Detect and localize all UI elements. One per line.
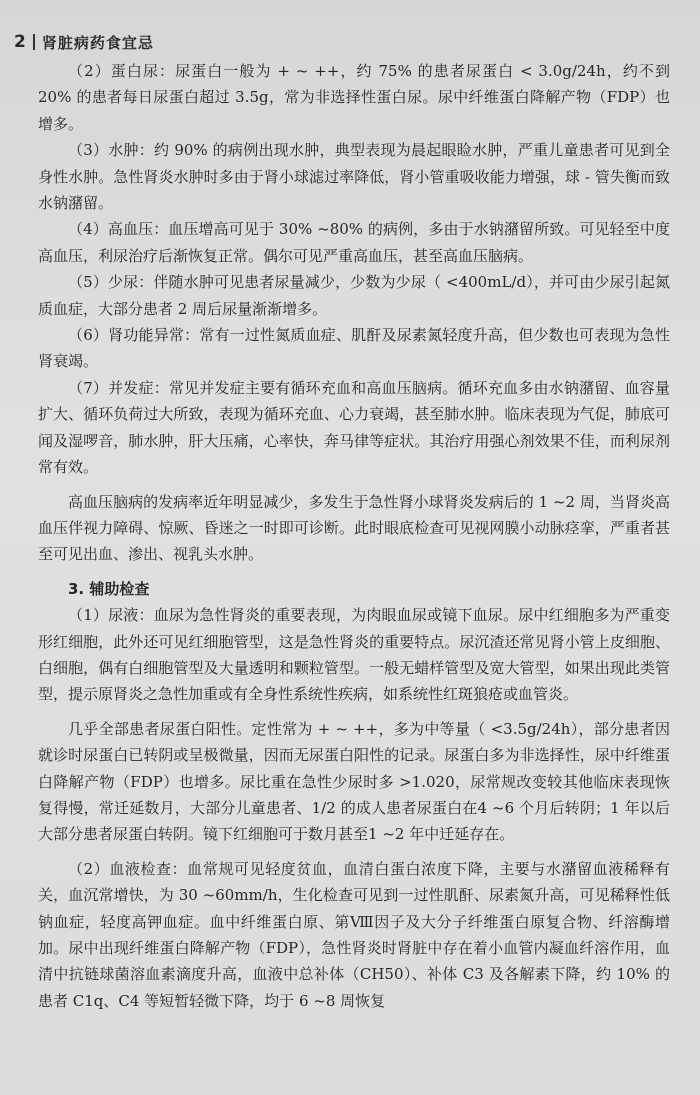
body-text bbox=[38, 58, 670, 1014]
paragraph-urine-protein: 几乎全部患者尿蛋白阳性。定性常为 + ~ ++，多为中等量（ <3.5g/24h），部分患者因就诊时尿蛋白已转阴或呈极微量，因而无尿蛋白阳性的记录。尿蛋白多为非选择性，尿中纤维蛋白降解产物（FDP）也增多。尿比重在急性少尿时多 >1.020，尿常规改变较其他临床表现恢复得慢，常迁延数月，大部分儿童患者、1/2 的成人患者尿蛋白在4 ~6 个月后转阴；1 年以后大部分患者尿蛋白转阴。镜下红细胞可于数月甚至1 ~2 年中迁延存在。 bbox=[38, 719, 670, 844]
paragraph-urine: （1）尿液：血尿为急性肾炎的重要表现，为肉眼血尿或镜下血尿。尿中红细胞多为严重变形红细胞，此外还可见红细胞管型，这是急性肾炎的重要特点。尿沉渣还常见肾小管上皮细胞、白细胞，偶有白细胞管型及大量透明和颗粒管型。一般无蜡样管型及宽大管型，如果出现此类管型，提示原肾炎之急性加重或有全身性系统性疾病，如系统性红斑狼疮或血管炎。 bbox=[38, 606, 670, 704]
page-header bbox=[14, 24, 680, 60]
paragraph-hypertension: （4）高血压：血压增高可见于 30% ~80% 的病例，多由于水钠潴留所致。可见轻至中度高血压，利尿治疗后渐恢复正常。偶尔可见严重高血压，甚至高血压脑病。 bbox=[38, 220, 670, 265]
paragraph-hypertensive-encephalopathy: 高血压脑病的发病率近年明显减少，多发生于急性肾小球肾炎发病后的 1 ~2 周，当肾炎高血压伴视力障碍、惊厥、昏迷之一时即可诊断。此时眼底检查可见视网膜小动脉痉挛，严重者甚至可见出血、渗出、视乳头水肿。 bbox=[38, 492, 670, 564]
section-heading: 3. 辅助检查 bbox=[68, 579, 150, 598]
paragraph-edema: （3）水肿：约 90% 的病例出现水肿，典型表现为晨起眼睑水肿，严重儿童患者可见到全身性水肿。急性肾炎水肿时多由于肾小球滤过率降低，肾小管重吸收能力增强，球 - 管失衡而致水钠潴留。 bbox=[38, 141, 670, 213]
paragraph-blood-test: （2）血液检查：血常规可见轻度贫血，血清白蛋白浓度下降，主要与水潴留血液稀释有关，血沉常增快，为 30 ~60mm/h，生化检查可见到一过性肌酐、尿素氮升高，可见稀释性低钠血症，轻度高钾血症。血中纤维蛋白原、第Ⅷ因子及大分子纤维蛋白原复合物、纤溶酶增加。尿中出现纤维蛋白降解产物（FDP），急性肾炎时肾脏中存在着小血管内凝血纤溶作用，血清中抗链球菌溶血素滴度升高，血液中总补体（CH50）、补体 C3 及各解素下降，约 10% 的患者 C1q、C4 等短暂轻微下降，均于 6 ~8 周恢复 bbox=[38, 859, 670, 1010]
paragraph-renal-dysfunction: （6）肾功能异常：常有一过性氮质血症、肌酐及尿素氮轻度升高，但少数也可表现为急性肾衰竭。 bbox=[38, 326, 670, 371]
paragraph-proteinuria: （2）蛋白尿：尿蛋白一般为 + ~ ++，约 75% 的患者尿蛋白 < 3.0g/24h，约不到 20% 的患者每日尿蛋白超过 3.5g，常为非选择性蛋白尿。尿中纤维蛋白降解产物（FDP）也增多。 bbox=[38, 62, 670, 133]
running-title: 肾脏病药食宜忌 bbox=[41, 33, 154, 52]
paragraph-complications: （7）并发症：常见并发症主要有循环充血和高血压脑病。循环充血多由水钠潴留、血容量扩大、循环负荷过大所致，表现为循环充血、心力衰竭，甚至肺水肿。临床表现为气促，肺底可闻及湿啰音，肺水肿，肝大压痛，心率快，奔马律等症状。其治疗用强心剂效果不佳，而利尿剂常有效。 bbox=[38, 378, 670, 477]
page-number: 2 bbox=[14, 32, 26, 52]
header-divider bbox=[33, 34, 35, 50]
paragraph-oliguria: （5）少尿：伴随水肿可见患者尿量减少，少数为少尿（ <400mL/d），并可由少尿引起氮质血症，大部分患者 2 周后尿量渐渐增多。 bbox=[38, 273, 670, 318]
